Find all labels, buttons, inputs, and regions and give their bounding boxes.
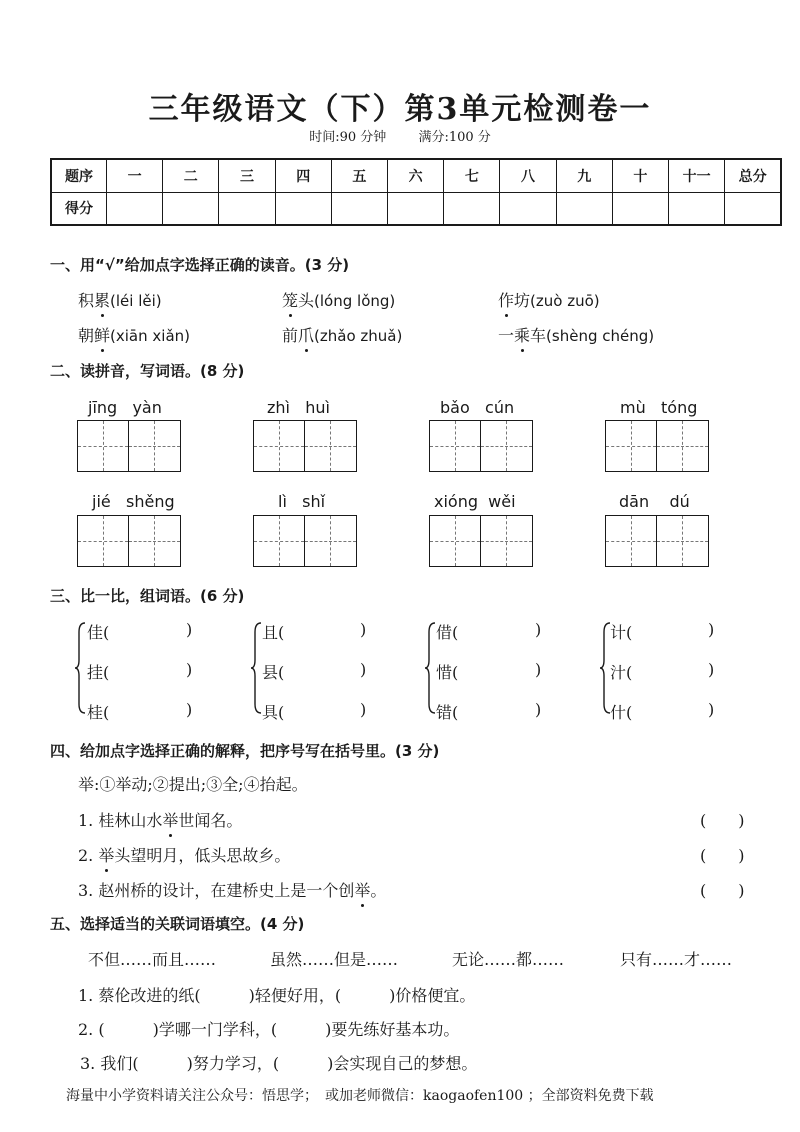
score-table-score-row [51, 192, 781, 225]
score-cell[interactable] [163, 192, 219, 225]
s4-text: 1. 桂林山水 [78, 811, 163, 830]
compare-char: 具( [262, 703, 285, 722]
s1-char: 车 [530, 326, 547, 345]
compare-char: 惜( [436, 663, 459, 682]
s2-pinyin-syllable: yàn [132, 398, 162, 417]
compare-close: ) [708, 700, 715, 719]
row-label-score: 得分 [51, 192, 107, 225]
compare-char: 且( [262, 623, 285, 642]
s1-pinyin-options: (zuò zuō) [530, 292, 600, 310]
compare-char: 错( [436, 703, 459, 722]
section-1-heading: 一、用“√”给加点字选择正确的读音。(3 分) [50, 256, 350, 274]
compare-close: ) [360, 700, 367, 719]
col-header: 九 [556, 159, 612, 192]
s4-dotted-char: 举 [162, 811, 179, 830]
s1-item [282, 323, 402, 346]
s1-pinyin-options: (lóng lǒng) [314, 292, 396, 310]
s1-item [78, 323, 190, 346]
s2-pinyin [620, 398, 697, 417]
compare-char: 借( [436, 623, 459, 642]
s1-dotted-char: 鲜 [94, 326, 111, 345]
score-table [50, 158, 782, 226]
writing-grid[interactable] [253, 515, 357, 567]
s2-pinyin-syllable: shǐ [302, 492, 326, 511]
col-header: 二 [163, 159, 219, 192]
s2-pinyin-syllable: tóng [661, 398, 698, 417]
col-header: 七 [444, 159, 500, 192]
score-table-header-row [51, 159, 781, 192]
exam-info [0, 126, 800, 145]
s2-pinyin-syllable: xióng [434, 492, 478, 511]
s2-pinyin-syllable: zhì [267, 398, 290, 417]
compare-close: ) [535, 700, 542, 719]
compare-close: ) [535, 620, 542, 639]
s2-pinyin [434, 492, 516, 511]
compare-char: 县( [262, 663, 285, 682]
page-title: 三年级语文（下）第3单元检测卷一 [148, 92, 652, 127]
compare-close: ) [186, 660, 193, 679]
s4-options: 举:①举动;②提出;③全;④抬起。 [78, 775, 308, 794]
score-cell[interactable] [388, 192, 444, 225]
compare-close: ) [708, 660, 715, 679]
score-cell[interactable] [500, 192, 556, 225]
s1-pinyin-options: (zhǎo zhuǎ) [314, 327, 403, 345]
s4-text: 。 [370, 881, 387, 900]
s1-char: 头 [298, 291, 315, 310]
s1-item [78, 288, 162, 311]
compare-char: 佳( [87, 623, 110, 642]
s4-question [78, 843, 290, 866]
writing-grid[interactable] [605, 515, 709, 567]
writing-grid[interactable] [253, 420, 357, 472]
s2-pinyin-syllable: cún [485, 398, 515, 417]
writing-grid[interactable] [77, 515, 181, 567]
s1-pinyin-options: (shèng chéng) [546, 327, 655, 345]
s1-dotted-char: 乘 [514, 326, 531, 345]
compare-char: 汁( [610, 663, 633, 682]
col-header: 五 [331, 159, 387, 192]
score-cell[interactable] [612, 192, 668, 225]
s2-pinyin-syllable: jīng [88, 398, 118, 417]
conjunction-choice: 只有……才…… [620, 950, 733, 969]
s1-pinyin-options: (xiān xiǎn) [110, 327, 190, 345]
s4-dotted-char: 举 [354, 881, 371, 900]
score-cell-total[interactable] [725, 192, 781, 225]
s2-pinyin [619, 492, 690, 511]
time-label: 时间:90 分钟 [309, 130, 387, 145]
footer-notice: 海量中小学资料请关注公众号：悟思学； 或加老师微信：kaogaofen100 ；全部资料免费下载 [66, 1088, 654, 1104]
s2-pinyin [267, 398, 330, 417]
s2-pinyin-syllable: dú [669, 492, 690, 511]
writing-grid[interactable] [429, 515, 533, 567]
s2-pinyin [88, 398, 162, 417]
s2-pinyin-syllable: huì [305, 398, 330, 417]
s1-char: 朝 [78, 326, 95, 345]
answer-parens[interactable]: ( ) [700, 811, 745, 830]
compare-char: 计( [610, 623, 633, 642]
s2-pinyin-syllable: jié [92, 492, 111, 511]
col-header: 八 [500, 159, 556, 192]
answer-parens[interactable]: ( ) [700, 881, 745, 900]
s5-sentence: 1. 蔡伦改进的纸( )轻便好用，( )价格便宜。 [78, 986, 476, 1005]
s4-text: 2. [78, 846, 99, 865]
s5-sentence: 2. ( )学哪一门学科，( )要先练好基本功。 [78, 1020, 460, 1039]
brace-icon [250, 622, 262, 714]
conjunction-choice: 虽然……但是…… [270, 950, 399, 969]
compare-close: ) [708, 620, 715, 639]
col-header: 十 [612, 159, 668, 192]
writing-grid[interactable] [605, 420, 709, 472]
s2-pinyin [440, 398, 514, 417]
col-header: 十一 [669, 159, 725, 192]
score-cell[interactable] [444, 192, 500, 225]
s1-item [498, 323, 654, 346]
writing-grid[interactable] [429, 420, 533, 472]
s4-question [78, 808, 242, 831]
s4-text: 头望明月，低头思故乡。 [114, 846, 291, 865]
s1-item [498, 288, 600, 311]
section-2-heading: 二、读拼音，写词语。(8 分) [50, 362, 245, 380]
brace-icon [424, 622, 436, 714]
section-3-heading: 三、比一比，组词语。(6 分) [50, 587, 245, 605]
conjunction-choice: 无论……都…… [452, 950, 565, 969]
col-header: 六 [388, 159, 444, 192]
s1-char: 前 [282, 326, 299, 345]
compare-char: 挂( [87, 663, 110, 682]
compare-close: ) [186, 620, 193, 639]
writing-grid[interactable] [77, 420, 181, 472]
s1-pinyin-options: (léi lěi) [110, 292, 162, 310]
conjunction-choice: 不但……而且…… [88, 950, 217, 969]
section-4-heading: 四、给加点字选择正确的解释，把序号写在括号里。(3 分) [50, 742, 440, 760]
s1-item [282, 288, 395, 311]
s2-pinyin-syllable: bǎo [440, 398, 470, 417]
s1-dotted-char: 爪 [298, 326, 315, 345]
section-5-heading: 五、选择适当的关联词语填空。(4 分) [50, 915, 305, 933]
score-cell[interactable] [275, 192, 331, 225]
compare-close: ) [535, 660, 542, 679]
s1-char: 一 [498, 326, 515, 345]
full-score-label: 满分:100 分 [418, 130, 491, 145]
s2-pinyin-syllable: lì [278, 492, 287, 511]
s2-pinyin [92, 492, 175, 511]
score-cell[interactable] [219, 192, 275, 225]
col-header: 一 [107, 159, 163, 192]
col-header-total: 总分 [725, 159, 781, 192]
s2-pinyin-syllable: shěng [126, 492, 175, 511]
s2-pinyin [278, 492, 325, 511]
s4-question [78, 878, 386, 901]
compare-char: 什( [610, 703, 633, 722]
col-header: 三 [219, 159, 275, 192]
s1-char: 坊 [514, 291, 531, 310]
col-header: 四 [275, 159, 331, 192]
s1-dotted-char: 笼 [282, 291, 299, 310]
s4-text: 3. 赵州桥的设计，在建桥史上是一个创 [78, 881, 355, 900]
s1-char: 积 [78, 291, 95, 310]
s5-sentence: 3. 我们( )努力学习，( )会实现自己的梦想。 [80, 1054, 478, 1073]
s2-pinyin-syllable: mù [620, 398, 646, 417]
row-label-order: 题序 [51, 159, 107, 192]
score-cell[interactable] [331, 192, 387, 225]
compare-close: ) [186, 700, 193, 719]
s4-dotted-char: 举 [98, 846, 115, 865]
brace-icon [74, 622, 86, 714]
compare-close: ) [360, 620, 367, 639]
s2-pinyin-syllable: wěi [488, 492, 516, 511]
compare-close: ) [360, 660, 367, 679]
s1-dotted-char: 累 [94, 291, 111, 310]
score-cell[interactable] [669, 192, 725, 225]
s2-pinyin-syllable: dān [619, 492, 650, 511]
compare-char: 桂( [87, 703, 110, 722]
s1-dotted-char: 作 [498, 291, 515, 310]
score-cell[interactable] [556, 192, 612, 225]
s4-text: 世闻名。 [178, 811, 243, 830]
score-cell[interactable] [107, 192, 163, 225]
answer-parens[interactable]: ( ) [700, 846, 745, 865]
